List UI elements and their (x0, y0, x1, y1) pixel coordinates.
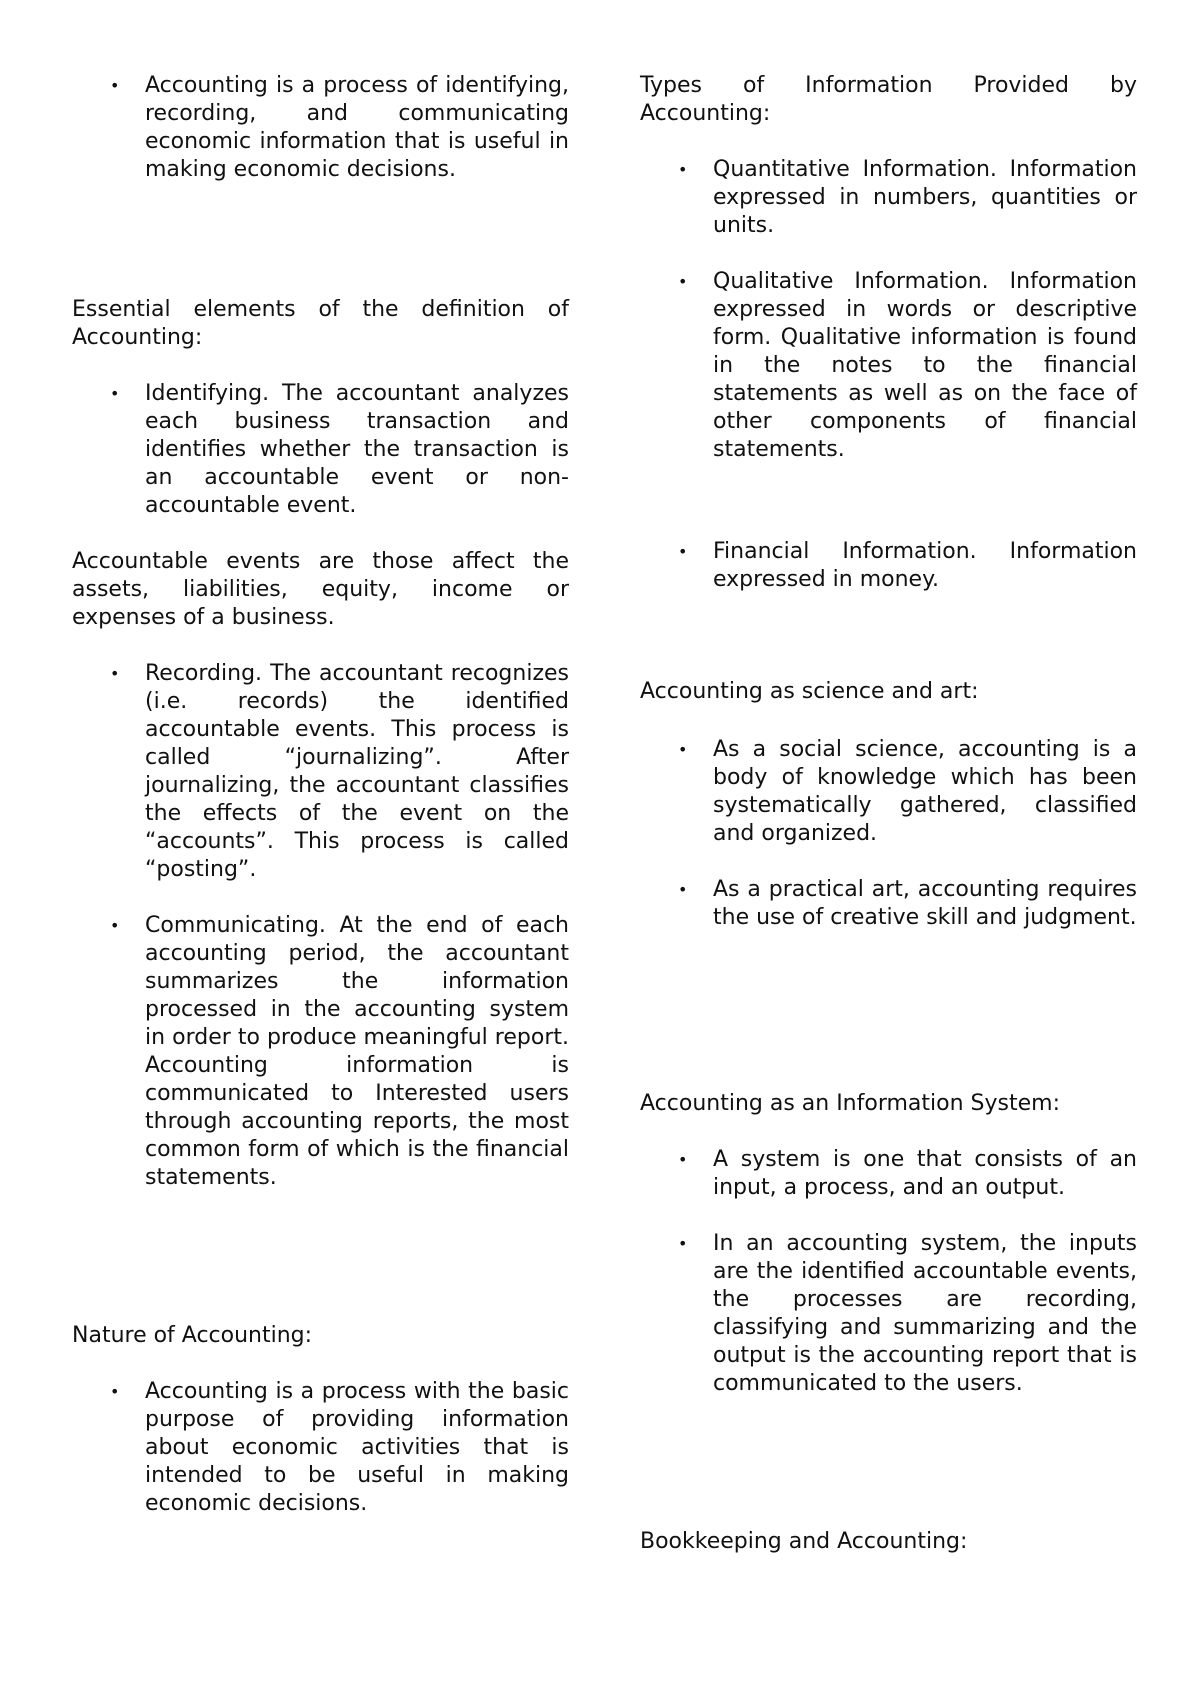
identifying-item: • Identifying. The accountant analyzes each business transaction and identifies whether the transaction is an accountable event or non-accountable event. (145, 380, 569, 520)
science-and-art-heading: Accounting as science and art: (640, 679, 979, 704)
information-system-heading: Accounting as an Information System: (640, 1091, 1060, 1116)
financial-information-item: • Financial Information. Information expressed in money. (713, 538, 1137, 594)
recording-item: • Recording. The accountant recognizes (i.e. records) the identified accountable events. This process is called “journalizing”. After journalizing, the accountant classifies the effects of the event on the “accounts”. This process is called “posting”. (145, 660, 569, 884)
qualitative-information-item: • Qualitative Information. Information expressed in words or descriptive form. Qualitative information is found in the notes to the financial statements as well as on the face of other components of financial statements. (713, 268, 1137, 464)
bookkeeping-heading: Bookkeeping and Accounting: (640, 1529, 968, 1554)
quantitative-information-item: • Quantitative Information. Information expressed in numbers, quantities or units. (713, 156, 1137, 240)
accounting-system-item: • In an accounting system, the inputs are the identified accountable events, the processes are recording, classifying and summarizing and the output is the accounting report that is communicated to the users. (713, 1230, 1137, 1398)
social-science-item: • As a social science, accounting is a body of knowledge which has been systematically gathered, classified and organized. (713, 736, 1137, 848)
types-of-information-heading: Types of Information Provided by Accounting: (640, 73, 1137, 126)
accountable-events-paragraph: Accountable events are those affect the assets, liabilities, equity, income or expenses of a business. (72, 549, 569, 630)
essential-elements-heading: Essential elements of the definition of Accounting: (72, 297, 569, 350)
practical-art-item: • As a practical art, accounting requires the use of creative skill and judgment. (713, 876, 1137, 932)
nature-of-accounting-heading: Nature of Accounting: (72, 1323, 313, 1348)
system-definition-item: • A system is one that consists of an input, a process, and an output. (713, 1146, 1137, 1202)
definition-item: • Accounting is a process of identifying, recording, and communicating economic information that is useful in making economic decisions. (145, 72, 569, 184)
nature-of-accounting-item: • Accounting is a process with the basic purpose of providing information about economic activities that is intended to be useful in making economic decisions. (145, 1378, 569, 1518)
communicating-item: • Communicating. At the end of each accounting period, the accountant summarizes the information processed in the accounting system in order to produce meaningful report. Accounting information is communicated to Interested users through accounting reports, the most common form of which is the financial statements. (145, 912, 569, 1192)
